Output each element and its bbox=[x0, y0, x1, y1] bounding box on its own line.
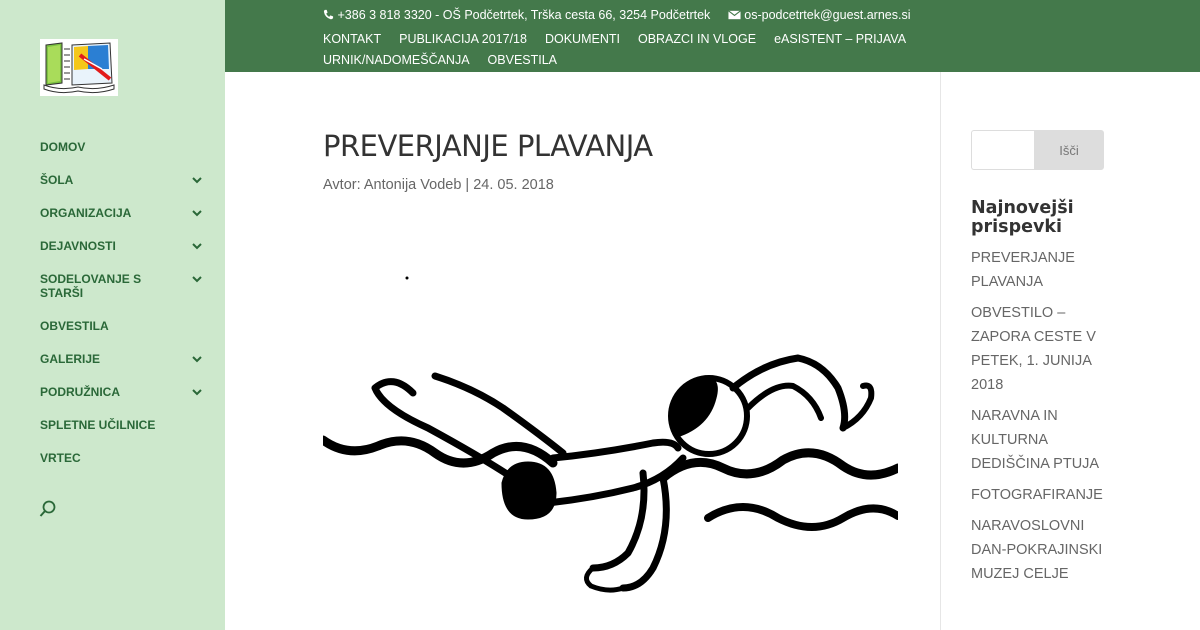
phone-icon bbox=[323, 9, 334, 23]
nav-item-domov[interactable] bbox=[40, 140, 210, 154]
recent-posts-title: Najnovejši prispevki bbox=[971, 198, 1074, 237]
top-menu bbox=[323, 29, 1063, 71]
top-header bbox=[225, 0, 1200, 72]
chevron-down-icon[interactable] bbox=[190, 173, 204, 187]
mail-icon bbox=[728, 9, 741, 23]
nav-item-sodelovanje[interactable] bbox=[40, 272, 210, 300]
nav-item-label: PODRUŽNICA bbox=[40, 385, 120, 399]
menu-item-urnik[interactable]: URNIK/NADOMEŠČANJA bbox=[323, 53, 470, 67]
recent-post-link[interactable]: FOTOGRAFIRANJE bbox=[971, 487, 1103, 503]
swimmer-drawing bbox=[323, 268, 898, 598]
nav-item-podruznica[interactable] bbox=[40, 385, 210, 399]
nav-item-label: OBVESTILA bbox=[40, 319, 109, 333]
nav-item-label: DEJAVNOSTI bbox=[40, 239, 116, 253]
recent-post-link[interactable]: OBVESTILO – ZAPORA CESTE V PETEK, 1. JUNIJA 2018 bbox=[971, 305, 1096, 393]
phone-text: +386 3 818 3320 - OŠ Podčetrtek, Trška cesta 66, 3254 Podčetrtek bbox=[337, 8, 711, 22]
search-input[interactable] bbox=[971, 130, 1035, 170]
school-logo[interactable] bbox=[40, 39, 118, 96]
post-featured-image bbox=[323, 268, 898, 598]
contact-line bbox=[323, 8, 911, 23]
chevron-down-icon[interactable] bbox=[190, 272, 204, 286]
nav-item-label: SPLETNE UČILNICE bbox=[40, 418, 156, 432]
nav-item-organizacija[interactable] bbox=[40, 206, 210, 220]
sidebar-search bbox=[971, 130, 1104, 170]
email-text: os-podcetrtek@guest.arnes.si bbox=[744, 8, 911, 22]
nav-item-sola[interactable] bbox=[40, 173, 210, 187]
nav-item-spletne-ucilnice[interactable] bbox=[40, 418, 210, 432]
recent-post-link[interactable]: PREVERJANJE PLAVANJA bbox=[971, 250, 1075, 290]
email-link[interactable] bbox=[728, 8, 911, 22]
nav-item-label: GALERIJE bbox=[40, 352, 101, 366]
menu-item-easistent[interactable]: eASISTENT – PRIJAVA bbox=[774, 32, 907, 46]
post-meta: Avtor: Antonija Vodeb | 24. 05. 2018 bbox=[323, 177, 554, 193]
menu-item-dokumenti[interactable]: DOKUMENTI bbox=[544, 32, 620, 46]
nav-item-label: SODELOVANJE S STARŠI bbox=[40, 272, 142, 300]
recent-post-link[interactable]: NARAVOSLOVNI DAN-POKRAJINSKI MUZEJ CELJE bbox=[971, 518, 1103, 582]
article bbox=[323, 120, 898, 193]
chevron-down-icon[interactable] bbox=[190, 239, 204, 253]
nav-item-label: VRTEC bbox=[40, 451, 81, 465]
nav-item-label: DOMOV bbox=[40, 140, 86, 154]
chevron-down-icon[interactable] bbox=[190, 352, 204, 366]
menu-item-publikacija[interactable]: PUBLIKACIJA 2017/18 bbox=[399, 32, 527, 46]
nav-item-galerije[interactable] bbox=[40, 352, 210, 366]
menu-item-obrazci[interactable]: OBRAZCI IN VLOGE bbox=[637, 32, 757, 46]
search-icon[interactable] bbox=[38, 499, 58, 519]
recent-post-link[interactable]: NARAVNA IN KULTURNA DEDIŠČINA PTUJA bbox=[971, 408, 1100, 472]
chevron-down-icon[interactable] bbox=[190, 206, 204, 220]
main-nav bbox=[40, 140, 210, 465]
book-logo-icon bbox=[40, 39, 118, 96]
post-title: PREVERJANJE PLAVANJA bbox=[323, 129, 653, 163]
menu-item-obvestila[interactable]: OBVESTILA bbox=[487, 53, 558, 67]
left-sidebar bbox=[0, 0, 225, 630]
nav-item-label: ORGANIZACIJA bbox=[40, 206, 132, 220]
search-button[interactable]: Išči bbox=[1034, 130, 1104, 170]
chevron-down-icon[interactable] bbox=[190, 385, 204, 399]
nav-item-obvestila[interactable] bbox=[40, 319, 210, 333]
nav-item-vrtec[interactable] bbox=[40, 451, 210, 465]
nav-item-dejavnosti[interactable] bbox=[40, 239, 210, 253]
content-divider bbox=[940, 72, 941, 630]
menu-item-kontakt[interactable]: KONTAKT bbox=[323, 32, 382, 46]
nav-item-label: ŠOLA bbox=[40, 173, 74, 187]
recent-posts-list bbox=[971, 246, 1106, 593]
